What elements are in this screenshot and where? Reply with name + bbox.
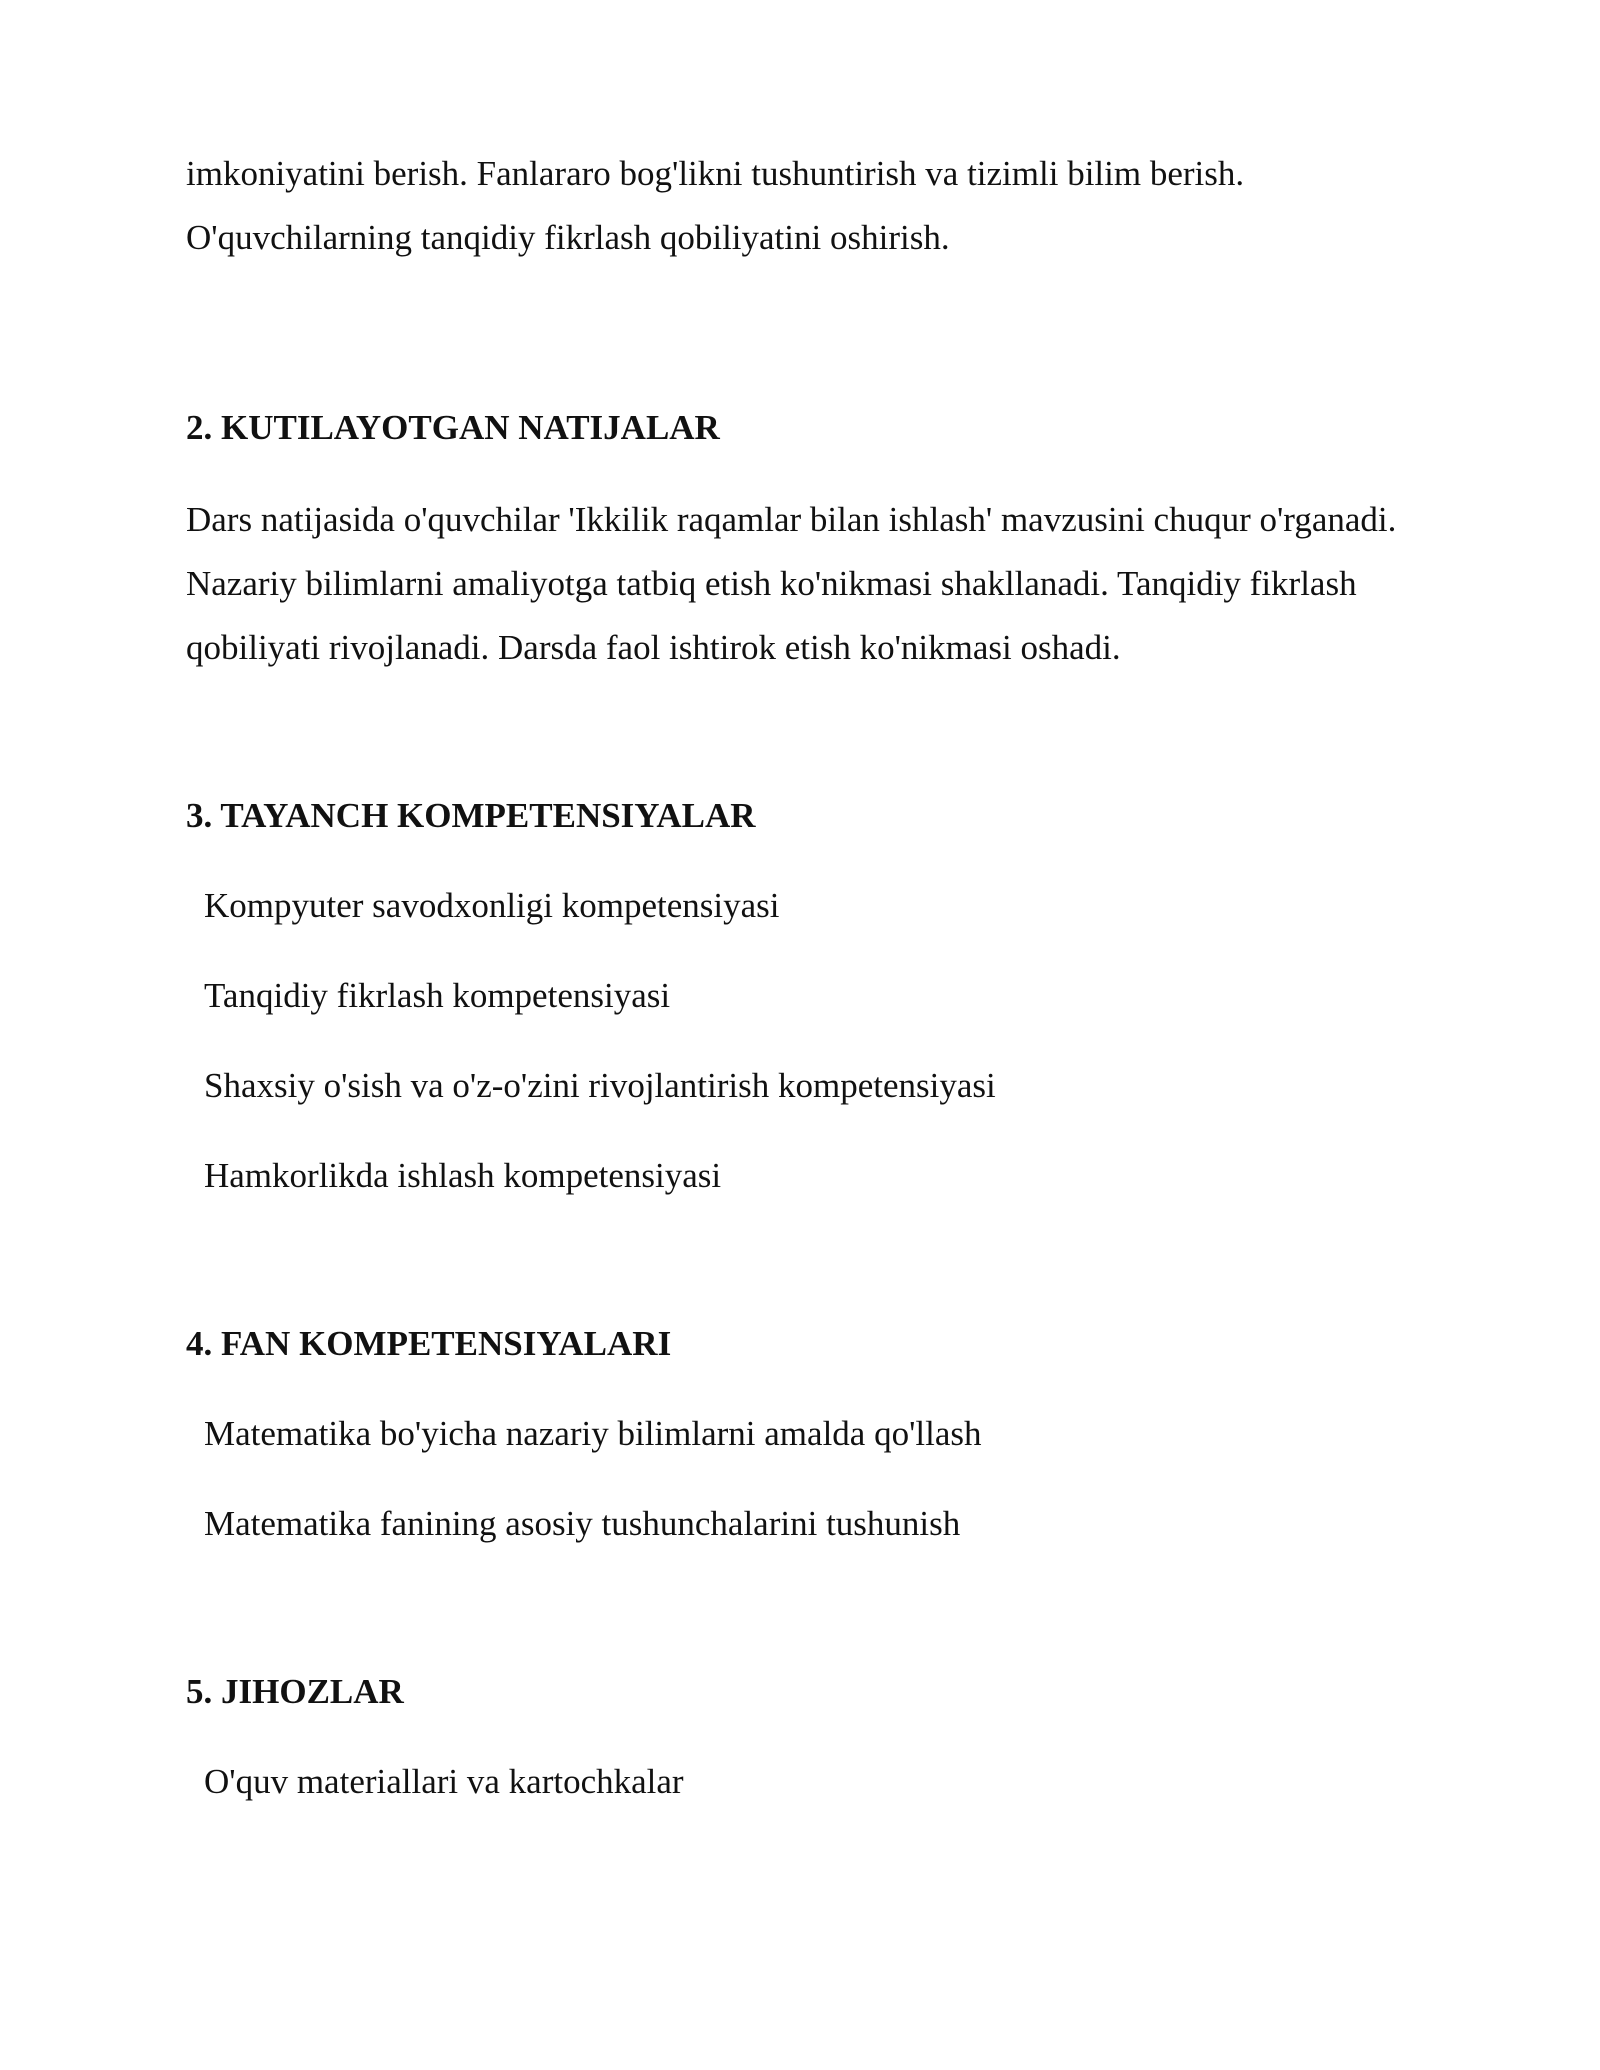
list-item: Matematika bo'yicha nazariy bilimlarni amalda qo'llash [204, 1414, 982, 1453]
section-heading-tayanch-kompetensiyalar: 3. TAYANCH KOMPETENSIYALAR [186, 796, 756, 835]
list-item: Hamkorlikda ishlash kompetensiyasi [204, 1156, 722, 1195]
list-item: Kompyuter savodxonligi kompetensiyasi [204, 886, 780, 925]
jihozlar-list [186, 1762, 1406, 1802]
natijalar-paragraph: Dars natijasida o'quvchilar 'Ikkilik raqamlar bilan ishlash' mavzusini chuqur o'rganadi. Nazariy bilimlarni amaliyotga tatbiq etish ko'nikmasi shakllanadi. Tanqidiy fikrlash qobiliyati rivojlanadi. Darsda faol ishtirok etish ko'nikmasi oshadi. [186, 500, 1397, 667]
section-heading-fan-kompetensiyalari: 4. FAN KOMPETENSIYALARI [186, 1324, 672, 1363]
intro-paragraph: imkoniyatini berish. Fanlararo bog'likni tushuntirish va tizimli bilim berish. O'quvchilarning tanqidiy fikrlash qobiliyatini oshirish. [186, 154, 1245, 257]
tayanch-kompetensiyalar-list [186, 886, 1406, 1196]
section-heading-jihozlar: 5. JIHOZLAR [186, 1672, 404, 1711]
document-content [186, 142, 1406, 1802]
list-item: Shaxsiy o'sish va o'z-o'zini rivojlantirish kompetensiyasi [204, 1066, 996, 1105]
section-heading-natijalar: 2. KUTILAYOTGAN NATIJALAR [186, 408, 720, 447]
list-item: O'quv materiallari va kartochkalar [204, 1762, 684, 1801]
fan-kompetensiyalari-list [186, 1414, 1406, 1544]
list-item: Tanqidiy fikrlash kompetensiyasi [204, 976, 671, 1015]
list-item: Matematika fanining asosiy tushunchalarini tushunish [204, 1504, 961, 1543]
